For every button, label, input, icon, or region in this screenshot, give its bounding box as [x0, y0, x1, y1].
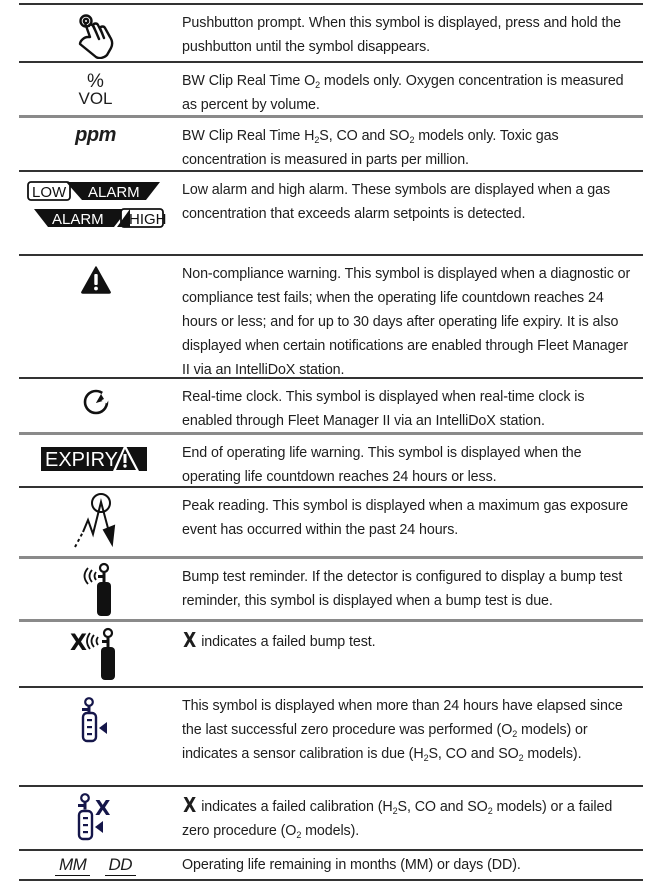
- symbol-description: X indicates a failed bump test.: [183, 628, 376, 652]
- percent-vol-icon: % VOL: [78, 71, 113, 108]
- table-row: [19, 787, 643, 849]
- symbol-description: Pushbutton prompt. When this symbol is displayed, press and hold the pushbutton until the symbol disappears.: [182, 15, 622, 55]
- symbol-cell: [19, 172, 172, 254]
- table-row: [19, 118, 643, 170]
- table-row: [19, 63, 643, 115]
- mm-label: MM: [55, 855, 90, 876]
- ppm-icon: ppm: [75, 124, 116, 146]
- symbol-cell: [19, 256, 172, 377]
- symbol-description: End of operating life warning. This symbol is displayed when the operating life countdown reaches 24 hours or less.: [182, 445, 582, 485]
- bump-test-reminder-icon: [78, 562, 114, 618]
- table-row: [19, 488, 643, 556]
- x-glyph: X: [183, 793, 197, 817]
- table-row: [19, 379, 643, 432]
- symbol-description: Operating life remaining in months (MM) or days (DD).: [182, 857, 521, 873]
- svg-text:X: X: [94, 796, 110, 820]
- symbol-cell: [19, 488, 172, 556]
- svg-text:X: X: [69, 631, 87, 656]
- symbol-cell: [19, 688, 172, 785]
- table-row: [19, 172, 643, 254]
- pushbutton-hand-icon: [76, 13, 116, 59]
- svg-text:EXPIRY: EXPIRY: [44, 449, 118, 471]
- symbol-cell: [19, 118, 172, 170]
- svg-text:ALARM: ALARM: [87, 184, 140, 201]
- row-divider: [19, 879, 643, 881]
- dd-label: DD: [105, 855, 137, 876]
- symbol-cell: [19, 379, 172, 432]
- symbol-description: Bump test reminder. If the detector is configured to display a bump test reminder, this symbol is displayed when a bump test is due.: [182, 569, 623, 609]
- symbol-description: Real-time clock. This symbol is displayed when real-time clock is enabled through Fleet Manager II via an IntelliDoX station.: [182, 389, 585, 429]
- symbol-cell: [19, 559, 172, 619]
- symbol-cell: [19, 622, 172, 686]
- svg-text:ALARM: ALARM: [51, 211, 104, 228]
- symbol-cell: [19, 5, 172, 61]
- warning-triangle-icon: [81, 266, 111, 294]
- symbol-description: Non-compliance warning. This symbol is displayed when a diagnostic or compliance test fails; when the operating life countdown reaches 24 hours or less; and for up to 30 days after operating life expiry. It is also displayed when certain notifications are enabled through Fleet Manager II via an IntelliDoX station.: [182, 266, 631, 378]
- symbol-cell: [19, 787, 172, 849]
- svg-text:HIGH: HIGH: [128, 211, 166, 228]
- symbol-cell: [19, 851, 172, 879]
- symbol-cell: [19, 63, 172, 115]
- svg-text:LOW: LOW: [31, 184, 66, 201]
- peak-reading-icon: [71, 492, 121, 550]
- failed-bump-test-icon: [70, 625, 122, 681]
- x-glyph: X: [183, 628, 197, 652]
- table-row: [19, 559, 643, 619]
- real-time-clock-icon: [82, 388, 110, 416]
- table-row: [19, 688, 643, 785]
- expiry-warning-icon: [41, 443, 151, 473]
- symbol-description: BW Clip Real Time $O_2$ models only. Oxygen concentration is measured as percent by volume.: [182, 73, 624, 113]
- symbol-description: Low alarm and high alarm. These symbols are displayed when a gas concentration that exceeds alarm setpoints is detected.: [182, 182, 611, 222]
- symbol-cell: [19, 435, 172, 486]
- table-row: [19, 5, 643, 61]
- symbol-description: BW Clip Real Time $H_2S$, CO and $SO_2$ models only. Toxic gas concentration is measured in parts per million.: [182, 128, 559, 168]
- symbol-description: Peak reading. This symbol is displayed when a maximum gas exposure event has occurred within the past 24 hours.: [182, 498, 629, 538]
- operating-life-mm-dd-icon: [50, 855, 141, 876]
- table-row: [19, 435, 643, 486]
- failed-calibration-icon: [76, 793, 116, 843]
- low-high-alarm-icon: [26, 181, 166, 233]
- table-row: [19, 851, 643, 879]
- symbol-description: X indicates a failed calibration ($H_2S$, CO and $SO_2$ models) or a failed zero procedure ($O_2$ models).: [182, 793, 613, 840]
- table-row: [19, 622, 643, 686]
- calibration-due-icon: [78, 697, 114, 745]
- symbol-description: This symbol is displayed when more than 24 hours have elapsed since the last successful zero procedure was performed ($O_2$ models) or indicates a sensor calibration is due ($H_2S$, CO and $SO_2$ models).: [182, 698, 623, 763]
- table-row: [19, 256, 643, 377]
